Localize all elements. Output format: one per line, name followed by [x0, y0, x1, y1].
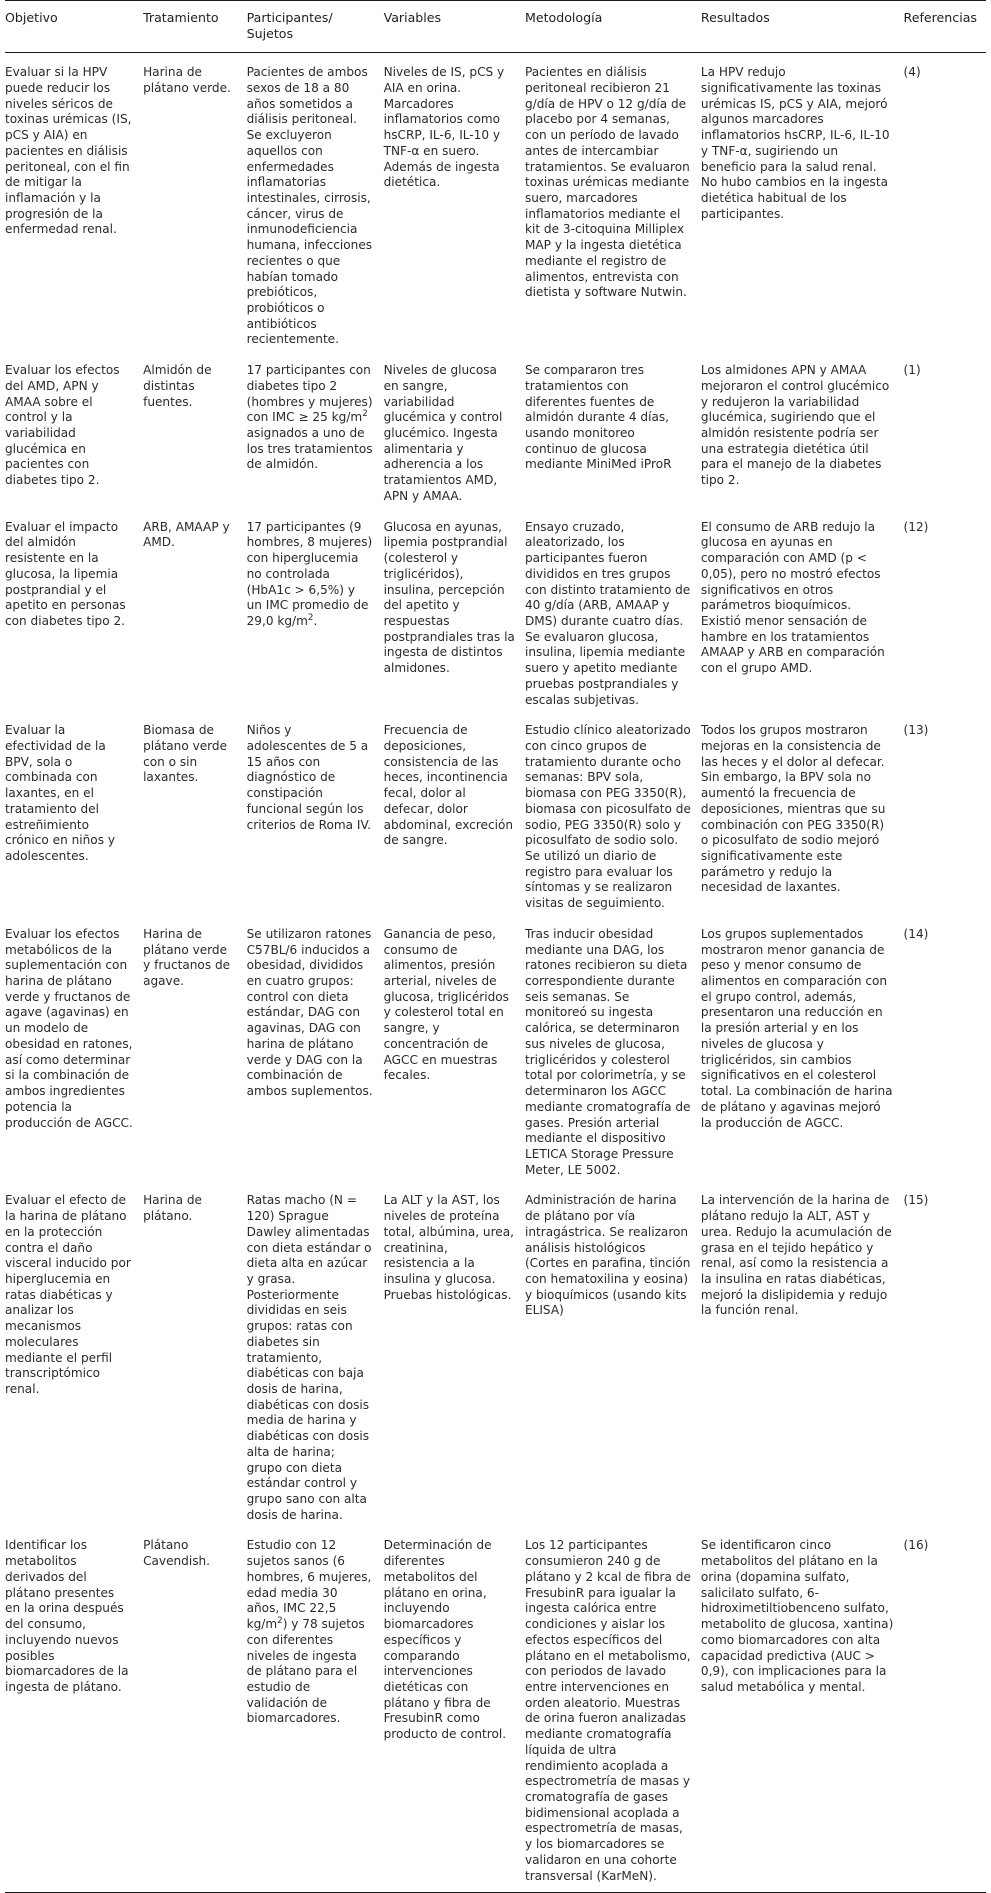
cell-participantes — [247, 711, 384, 915]
cell-tratamiento — [143, 351, 247, 507]
cell-text-referencias: (12) — [903, 519, 929, 534]
cell-text-metodologia: Estudio clínico aleatorizado con cinco grupos de tratamiento durante ocho semanas: BPV sola, biomasa con PEG 3350(R), biomasa con picosulfato de sodio, PEG 3350(R) solo y picosulfato de sodio solo. Se utilizó un diario de registro para evaluar los síntomas y se realizaron visitas de seguimiento. — [524, 723, 691, 911]
cell-text-resultados: La HPV redujo significativamente las toxinas urémicas IS, pCS y AIA, mejoró algunos marcadores inflamatorios hsCRP, IL-6, IL-10 y TNF-α, sugiriendo un beneficio para la salud renal. No hubo cambios en la ingesta dietética habitual de los participantes. — [700, 65, 890, 221]
cell-text-tratamiento: ARB, AMAAP y AMD. — [143, 519, 230, 550]
cell-text-participantes: Estudio con 12 sujetos sanos (6 hombres, 6 mujeres, edad media 30 años, IMC 22,5 $kg/m^2$) y 78 sujetos con diferentes niveles de ingesta de plátano para el estudio de validación de biomarcadores. — [246, 1538, 372, 1726]
cell-metodologia — [525, 1526, 701, 1892]
cell-objetivo — [5, 351, 143, 507]
cell-text-referencias: (15) — [903, 1193, 929, 1208]
cell-resultados — [701, 351, 904, 507]
cell-text-tratamiento: Harina de plátano verde. — [143, 65, 231, 95]
cell-text-participantes: Niños y adolescentes de 5 a 15 años con diagnóstico de constipación funcional según los criterios de Roma IV. — [246, 723, 372, 832]
cell-objetivo — [5, 1181, 143, 1526]
cell-text-objetivo: Evaluar la efectividad de la BPV, sola o combinada con laxantes, en el tratamiento del estreñimiento crónico en niños y adolescentes. — [5, 723, 116, 863]
cell-text-objetivo: Identificar los metabolitos derivados del plátano presentes en la orina después del consumo, incluyendo nuevos posibles biomarcadores de la ingesta de plátano. — [5, 1538, 129, 1694]
column-header-resultados: Resultados — [701, 1, 904, 53]
cell-text-variables: Niveles de glucosa en sangre, variabilidad glucémica y control glucémico. Ingesta alimentaria y adherencia a los tratamientos AMD, APN y AMAA. — [383, 363, 503, 503]
cell-variables — [384, 351, 525, 507]
table-row — [5, 53, 986, 351]
cell-text-tratamiento: Plátano Cavendish. — [143, 1538, 211, 1569]
cell-text-metodologia: Pacientes en diálisis peritoneal recibieron 21 g/día de HPV o 12 g/día de placebo por 4 semanas, con un período de lavado antes de intercambiar tratamientos. Se evaluaron toxinas urémicas mediante suero, marcadores inflamatorios mediante el kit de 3-citoquina Milliplex MAP y la ingesta dietética mediante el registro de alimentos, entrevista con dietista y software Nutwin. — [524, 65, 690, 300]
cell-text-tratamiento: Biomasa de plátano verde con o sin laxantes. — [143, 723, 228, 785]
table-row — [5, 711, 986, 915]
cell-text-referencias: (4) — [903, 65, 921, 80]
cell-text-participantes: 17 participantes (9 hombres, 8 mujeres) con hiperglucemia no controlada (HbA1c > 6,5%) y un IMC promedio de 29,0 $kg/m^2$. — [246, 519, 373, 628]
cell-text-participantes: Pacientes de ambos sexos de 18 a 80 años sometidos a diálisis peritoneal. Se excluyeron aquellos con enfermedades inflamatorias intestinales, cirrosis, cáncer, virus de inmunodeficiencia humana, infecciones recientes o que habían tomado prebióticos, probióticos o antibióticos recientemente. — [246, 65, 373, 347]
cell-text-metodologia: Los 12 participantes consumieron 240 g de plátano y 2 kcal de fibra de FresubinR para igualar la ingesta calórica entre condiciones y aislar los efectos específicos del plátano en el metabolismo, con periodos de lavado entre intervenciones en orden aleatorio. Muestras de orina fueron analizadas mediante cromatografía líquida de ultra rendimiento acoplada a espectrometría de masas y cromatografía de gases bidimensional acoplada a espectrometría de masas, y los biomarcadores se validaron en una cohorte transversal (KarMeN). — [524, 1538, 691, 1883]
table-row — [5, 915, 986, 1182]
cell-text-tratamiento: Harina de plátano. — [143, 1193, 202, 1224]
table-row — [5, 1526, 986, 1892]
column-header-tratamiento: Tratamiento — [143, 1, 247, 53]
cell-text-resultados: Todos los grupos mostraron mejoras en la consistencia de las heces y el dolor al defecar. Sin embargo, la BPV sola no aumentó la frecuencia de deposiciones, mientras que su combinación con PEG 3350(R) o picosulfato de sodio mejoró significativamente este parámetro y redujo la necesidad de laxantes. — [700, 723, 886, 895]
cell-resultados — [701, 1526, 904, 1892]
cell-text-variables: Determinación de diferentes metabolitos del plátano en orina, incluyendo biomarcadores específicos y comparando intervenciones dietéticas con plátano y fibra de FresubinR como producto de control. — [383, 1538, 507, 1742]
cell-metodologia — [525, 1181, 701, 1526]
cell-text-tratamiento: Almidón de distintas fuentes. — [143, 363, 212, 409]
cell-text-metodologia: Ensayo cruzado, aleatorizado, los participantes fueron divididos en tres grupos con distinto tratamiento de 40 g/día (ARB, AMAAP y DMS) durante cuatro días. Se evaluaron glucosa, insulina, lipemia mediante suero y apetito mediante pruebas postprandiales y escalas subjetivas. — [524, 519, 691, 707]
cell-text-objetivo: Evaluar el impacto del almidón resistente en la glucosa, la lipemia postprandial y el apetito en personas con diabetes tipo 2. — [5, 519, 126, 628]
cell-text-resultados: La intervención de la harina de plátano redujo la ALT, AST y urea. Redujo la acumulación de grasa en el tejido hepático y renal, así como la resistencia a la insulina en ratas diabéticas, mejoró la dislipidemia y redujo la función renal. — [700, 1193, 892, 1318]
column-header-variables: Variables — [384, 1, 525, 53]
cell-resultados — [701, 508, 904, 712]
cell-text-referencias: (14) — [903, 926, 929, 941]
cell-objetivo — [5, 711, 143, 915]
table-row — [5, 508, 986, 712]
cell-tratamiento — [143, 53, 247, 351]
column-header-metodologia: Metodología — [525, 1, 701, 53]
cell-tratamiento — [143, 1526, 247, 1892]
table-row — [5, 1181, 986, 1526]
column-header-objetivo: Objetivo — [5, 1, 143, 53]
cell-participantes — [247, 53, 384, 351]
cell-text-participantes: Ratas macho (N = 120) Sprague Dawley alimentadas con dieta estándar o dieta alta en azúcar y grasa. Posteriormente divididas en seis grupos: ratas con diabetes sin tratamiento, diabéticas con baja dosis de harina, diabéticas con dosis media de harina y diabéticas con dosis alta de harina; grupo con dieta estándar control y grupo sano con alta dosis de harina. — [246, 1193, 372, 1522]
cell-text-objetivo: Evaluar los efectos del AMD, APN y AMAA sobre el control y la variabilidad glucémica en pacientes con diabetes tipo 2. — [5, 363, 120, 488]
table-header — [5, 1, 986, 53]
cell-text-participantes: 17 participantes con diabetes tipo 2 (hombres y mujeres) con IMC ≥ 25 $kg/m^2$ asignados a uno de los tres tratamientos de almidón. — [246, 363, 373, 472]
column-header-participantes-line1: Participantes/ — [246, 10, 333, 25]
cell-metodologia — [525, 508, 701, 712]
cell-tratamiento — [143, 508, 247, 712]
cell-referencias — [904, 1526, 986, 1892]
cell-text-resultados: Los almidones APN y AMAA mejoraron el control glucémico y redujeron la variabilidad glucémica, sugiriendo que el almidón resistente podría ser una estrategia dietética útil para el manejo de la diabetes tipo 2. — [700, 363, 890, 488]
cell-resultados — [701, 53, 904, 351]
column-header-participantes-line2: Sujetos — [246, 26, 294, 42]
cell-text-variables: Ganancia de peso, consumo de alimentos, presión arterial, niveles de glucosa, triglicéridos y colesterol total en sangre, y concentración de AGCC en muestras fecales. — [383, 926, 509, 1083]
cell-text-resultados: El consumo de ARB redujo la glucosa en ayunas en comparación con AMD (p < 0,05), pero no mostró efectos significativos en otros parámetros bioquímicos. Existió menor sensación de hambre en los tratamientos AMAAP y ARB en comparación con el grupo AMD. — [700, 519, 885, 676]
cell-text-variables: Niveles de IS, pCS y AIA en orina. Marcadores inflamatorios como hsCRP, IL-6, IL-10 y TNF-α en suero. Además de ingesta dietética. — [383, 65, 505, 190]
column-header-participantes — [247, 1, 384, 53]
cell-objetivo — [5, 508, 143, 712]
cell-metodologia — [525, 915, 701, 1182]
table-header-row — [5, 1, 986, 53]
cell-referencias — [904, 711, 986, 915]
cell-participantes — [247, 915, 384, 1182]
cell-objetivo — [5, 1526, 143, 1892]
cell-text-variables: Frecuencia de deposiciones, consistencia de las heces, incontinencia fecal, dolor al defecar, dolor abdominal, excreción de sangre. — [383, 723, 514, 848]
table-row — [5, 351, 986, 507]
cell-referencias — [904, 915, 986, 1182]
column-header-referencias: Referencias — [904, 1, 986, 53]
cell-text-participantes: Se utilizaron ratones C57BL/6 inducidos a obesidad, divididos en cuatro grupos: control con dieta estándar, DAG con agavinas, DAG con harina de plátano verde y DAG con la combinación de ambos suplementos. — [246, 926, 373, 1099]
cell-text-tratamiento: Harina de plátano verde y fructanos de agave. — [143, 926, 231, 989]
cell-participantes — [247, 508, 384, 712]
cell-text-resultados: Los grupos suplementados mostraron menor ganancia de peso y menor consumo de alimentos en comparación con el grupo control, además, presentaron una reducción en la presión arterial y en los niveles de glucosa y triglicéridos, sin cambios significativos en el colesterol total. La combinación de harina de plátano y agavinas mejoró la producción de AGCC. — [700, 926, 893, 1130]
cell-variables — [384, 508, 525, 712]
cell-referencias — [904, 53, 986, 351]
table-body — [5, 53, 986, 1893]
cell-variables — [384, 53, 525, 351]
cell-tratamiento — [143, 915, 247, 1182]
cell-text-objetivo: Evaluar los efectos metabólicos de la suplementación con harina de plátano verde y fructanos de agave (agavinas) en un modelo de obesidad en ratones, así como determinar si la combinación de ambos ingredientes potencia la producción de AGCC. — [5, 926, 133, 1130]
cell-participantes — [247, 351, 384, 507]
cell-text-objetivo: Evaluar si la HPV puede reducir los niveles séricos de toxinas urémicas (IS, pCS y AIA) en pacientes en diálisis peritoneal, con el fin de mitigar la inflamación y la progresión de la enfermedad renal. — [5, 65, 132, 237]
cell-text-metodologia: Se compararon tres tratamientos con diferentes fuentes de almidón durante 4 días, usando monitoreo continuo de glucosa mediante MiniMed iProR — [524, 363, 672, 472]
cell-variables — [384, 1526, 525, 1892]
cell-tratamiento — [143, 711, 247, 915]
comparative-studies-table — [5, 0, 986, 1893]
cell-variables — [384, 711, 525, 915]
cell-metodologia — [525, 351, 701, 507]
cell-text-referencias: (13) — [903, 723, 929, 738]
cell-text-referencias: (16) — [903, 1538, 929, 1553]
cell-resultados — [701, 1181, 904, 1526]
cell-objetivo — [5, 915, 143, 1182]
cell-resultados — [701, 711, 904, 915]
cell-variables — [384, 1181, 525, 1526]
cell-referencias — [904, 351, 986, 507]
cell-text-variables: Glucosa en ayunas, lipemia postprandial (colesterol y triglicéridos), insulina, percepción del apetito y respuestas postprandiales tras la ingesta de distintos almidones. — [383, 519, 515, 676]
cell-text-referencias: (1) — [903, 363, 921, 378]
cell-resultados — [701, 915, 904, 1182]
cell-tratamiento — [143, 1181, 247, 1526]
cell-objetivo — [5, 53, 143, 351]
cell-text-resultados: Se identificaron cinco metabolitos del plátano en la orina (dopamina sulfato, salicilato sulfato, 6-hidroximetiltiobenceno sulfato, metabolito de glucosa, xantina) como biomarcadores con alta capacidad predictiva (AUC > 0,9), con implicaciones para la salud metabólica y mental. — [700, 1538, 894, 1694]
cell-variables — [384, 915, 525, 1182]
cell-participantes — [247, 1181, 384, 1526]
cell-referencias — [904, 1181, 986, 1526]
cell-referencias — [904, 508, 986, 712]
cell-text-objetivo: Evaluar el efecto de la harina de plátano en la protección contra el daño visceral inducido por hiperglucemia en ratas diabéticas y analizar los mecanismos moleculares mediante el perfil transcriptómico renal. — [5, 1193, 131, 1396]
cell-text-metodologia: Administración de harina de plátano por vía intragástrica. Se realizaron análisis histológicos (Cortes en parafina, tinción con hematoxilina y eosina) y bioquímicos (usando kits ELISA) — [524, 1193, 691, 1318]
cell-text-variables: La ALT y la AST, los niveles de proteína total, albúmina, urea, creatinina, resistencia a la insulina y glucosa. Pruebas histológicas. — [383, 1193, 514, 1302]
cell-participantes — [247, 1526, 384, 1892]
cell-metodologia — [525, 711, 701, 915]
cell-text-metodologia: Tras inducir obesidad mediante una DAG, los ratones recibieron su dieta correspondiente durante seis semanas. Se monitoreó su ingesta calórica, se determinaron sus niveles de glucosa, triglicéridos y colesterol total por colorimetría, y se determinaron los AGCC mediante cromatografía de gases. Presión arterial mediante el dispositivo LETICA Storage Pressure Meter, LE 5002. — [524, 926, 691, 1177]
cell-metodologia — [525, 53, 701, 351]
